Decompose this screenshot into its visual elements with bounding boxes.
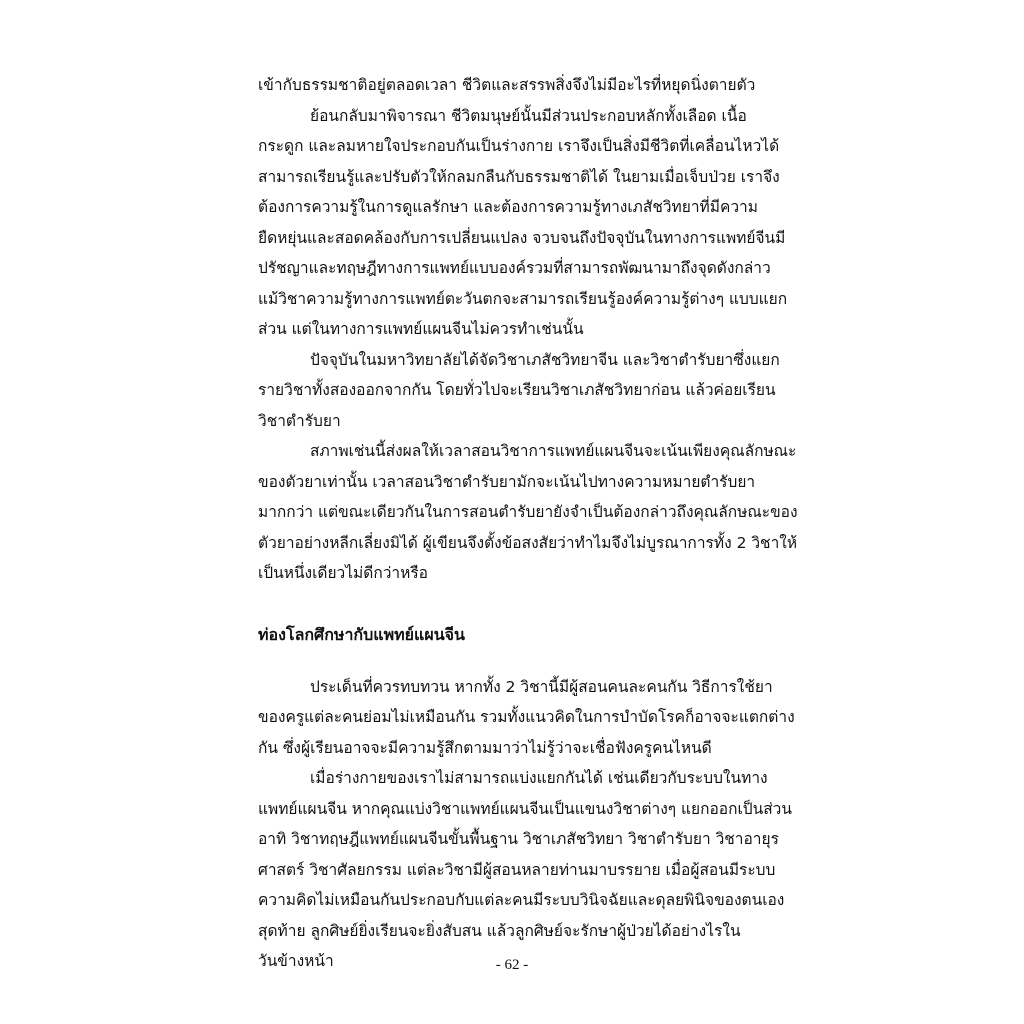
text-line: วันข้างหน้า [258, 952, 334, 970]
text-line: มากกว่า แต่ขณะเดียวกันในการสอนตำรับยายังจำเป็นต้องกล่าวถึงคุณลักษณะของ [258, 503, 798, 521]
text-line: รายวิชาทั้งสองออกจากกัน โดยทั่วไปจะเรียนวิชาเภสัชวิทยาก่อน แล้วค่อยเรียน [258, 381, 776, 399]
page-number: - 62 - [495, 957, 529, 973]
text-line: ความคิดไม่เหมือนกันประกอบกับแต่ละคนมีระบบวินิจฉัยและดุลยพินิจของตนเอง [258, 891, 785, 909]
text-line: แม้วิชาความรู้ทางการแพทย์ตะวันตกจะสามารถเรียนรู้องค์ความรู้ต่างๆ แบบแยก [258, 289, 788, 308]
text-line: เมื่อร่างกายของเราไม่สามารถแบ่งแยกกันได้ เช่นเดียวกับระบบในทาง [310, 769, 768, 787]
text-line: วิชาตำรับยา [258, 411, 341, 430]
text-line: ย้อนกลับมาพิจารณา ชีวิตมนุษย์นั้นมีส่วนประกอบหลักทั้งเลือด เนื้อ [310, 106, 747, 125]
section-spacer [258, 650, 778, 672]
text-line: แพทย์แผนจีน หากคุณแบ่งวิชาแพทย์แผนจีนเป็นแขนงวิชาต่างๆ แยกออกเป็นส่วน [258, 799, 792, 818]
text-line: ประเด็นที่ควรทบทวน หากทั้ง 2 วิชานี้มีผู้สอนคนละคนกัน วิธีการใช้ยา [310, 677, 773, 696]
paragraph-4 [258, 436, 798, 589]
text-line: เข้ากับธรรมชาติอยู่ตลอดเวลา ชีวิตและสรรพสิ่งจึงไม่มีอะไรที่หยุดนิ่งตายตัว [258, 76, 756, 94]
text-line: สามารถเรียนรู้และปรับตัวให้กลมกลืนกับธรรมชาติได้ ในยามเมื่อเจ็บป่วย เราจึง [258, 167, 780, 186]
text-line: เป็นหนึ่งเดียวไม่ดีกว่าหรือ [258, 564, 428, 582]
text-line: กระดูก และลมหายใจประกอบกันเป็นร่างกาย เราจึงเป็นสิ่งมีชีวิตที่เคลื่อนไหวได้ [258, 137, 780, 155]
paragraph-3 [258, 345, 778, 437]
text-line: ส่วน แต่ในทางการแพทย์แผนจีนไม่ควรทำเช่นนั้น [258, 320, 584, 338]
text-line: ศาสตร์ วิชาศัลยกรรม แต่ละวิชามีผู้สอนหลายท่านมาบรรยาย เมื่อผู้สอนมีระบบ [258, 860, 776, 879]
paragraph-2 [258, 101, 788, 345]
text-line: ต้องการความรู้ในการดูแลรักษา และต้องการความรู้ทางเภสัชวิทยาที่มีความ [258, 198, 758, 216]
text-line: ปรัชญาและทฤษฎีทางการแพทย์แบบองค์รวมที่สามารถพัฒนามาถึงจุดดังกล่าว [258, 259, 771, 277]
text-line: ปัจจุบันในมหาวิทยาลัยได้จัดวิชาเภสัชวิทยาจีน และวิชาตำรับยาซึ่งแยก [310, 350, 780, 369]
text-line: ของครูแต่ละคนย่อมไม่เหมือนกัน รวมทั้งแนวคิดในการบำบัดโรคก็อาจจะแตกต่าง [258, 708, 795, 726]
section-heading: ท่องโลกศึกษากับแพทย์แผนจีน [258, 624, 465, 644]
text-line: สภาพเช่นนี้ส่งผลให้เวลาสอนวิชาการแพทย์แผนจีนจะเน้นเพียงคุณลักษณะ [310, 442, 797, 460]
text-line: ตัวยาอย่างหลีกเลี่ยงมิได้ ผู้เขียนจึงตั้งข้อสงสัยว่าทำไมจึงไม่บูรณาการทั้ง 2 วิชาให้ [258, 533, 798, 552]
paragraph-5 [258, 672, 795, 764]
text-line: กัน ซึ่งผู้เรียนอาจจะมีความรู้สึกตามมาว่าไม่รู้ว่าจะเชื่อฟังครูคนไหนดี [258, 738, 712, 757]
section-spacer [258, 589, 778, 620]
text-line: อาทิ วิชาทฤษฎีแพทย์แผนจีนขั้นพื้นฐาน วิชาเภสัชวิทยา วิชาตำรับยา วิชาอายุร [258, 830, 779, 848]
text-line: ของตัวยาเท่านั้น เวลาสอนวิชาตำรับยามักจะเน้นไปทางความหมายตำรับยา [258, 472, 756, 491]
text-line: ยืดหยุ่นและสอดคล้องกับการเปลี่ยนแปลง จวบจนถึงปัจจุบันในทางการแพทย์จีนมี [258, 228, 786, 247]
paragraph-1 [258, 70, 778, 101]
text-line: สุดท้าย ลูกศิษย์ยิ่งเรียนจะยิ่งสับสน แล้วลูกศิษย์จะรักษาผู้ป่วยได้อย่างไรใน [258, 921, 741, 940]
paragraph-6 [258, 763, 792, 977]
body-text [258, 70, 798, 977]
